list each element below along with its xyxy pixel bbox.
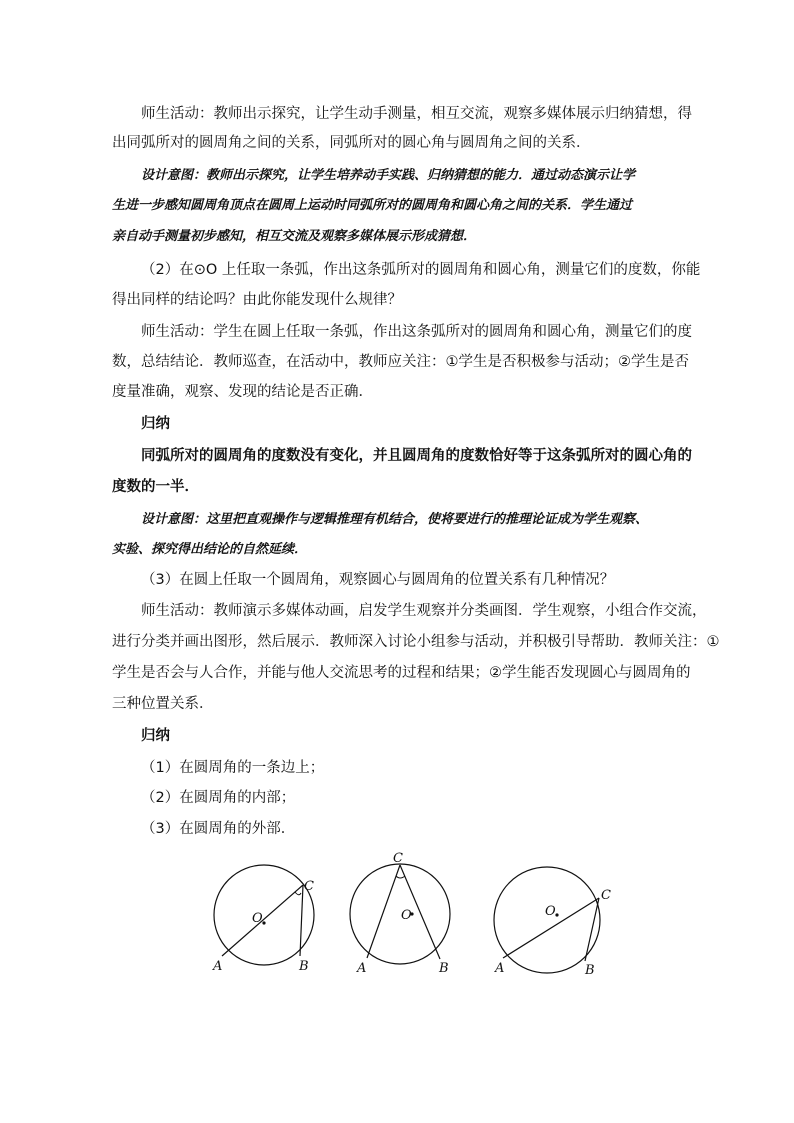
paragraph-line: 出同弧所对的圆周角之间的关系，同弧所对的圆心角与圆周角之间的关系． [112, 135, 591, 151]
paragraph-line: 师生活动：教师出示探究，让学生动手测量，相互交流，观察多媒体展示归纳猜想，得 [141, 106, 692, 122]
chord-cb [300, 885, 303, 956]
label-a: A [213, 959, 223, 974]
section-heading: 归纳 [141, 416, 170, 432]
paragraph-line: 度量准确，观察、发现的结论是否正确． [112, 384, 373, 400]
section-heading: 归纳 [141, 728, 170, 744]
list-item: （3）在圆周角的外部． [141, 821, 296, 837]
label-o: O [401, 908, 412, 923]
figures-svg [200, 852, 640, 982]
label-b: B [299, 959, 309, 974]
circle [494, 867, 600, 973]
label-c: C [393, 852, 403, 866]
chord-ca [367, 865, 400, 958]
center-point [555, 913, 558, 916]
list-item: （1）在圆周角的一条边上； [141, 760, 325, 776]
paragraph-line: （2）在⊙O 上任取一条弧，作出这条弧所对的圆周角和圆心角，测量它们的度数，你能 [141, 262, 701, 278]
angle-arc [295, 892, 301, 895]
paragraph-line: 进行分类并画出图形，然后展示．教师深入讨论小组参与活动，并积极引导帮助．教师关注：① [112, 634, 720, 650]
paragraph-line: 数，总结结论．教师巡查，在活动中，教师应关注：①学生是否积极参与活动；②学生是否 [112, 354, 689, 370]
list-item: （2）在圆周角的内部； [141, 790, 296, 806]
design-intent-line: 实验、探究得出结论的自然延续． [112, 542, 308, 557]
paragraph-line: 三种位置关系． [112, 696, 214, 712]
design-intent-line: 生进一步感知圆周角顶点在圆周上运动时同弧所对的圆周角和圆心角之间的关系．学生通过 [112, 198, 633, 213]
label-a: A [495, 961, 505, 976]
paragraph-line: 学生是否会与人合作，并能与他人交流思考的过程和结果；②学生能否发现圆心与圆周角的 [112, 665, 691, 681]
figure-center-on-side [212, 865, 314, 974]
conclusion-line: 同弧所对的圆周角的度数没有变化，并且圆周角的度数恰好等于这条弧所对的圆心角的 [141, 448, 692, 464]
figure-center-outside [494, 867, 611, 978]
label-c: C [601, 888, 611, 903]
design-intent-line: 亲自动手测量初步感知，相互交流及观察多媒体展示形成猜想． [112, 229, 477, 244]
paragraph-line: 得出同样的结论吗？由此你能发现什么规律？ [112, 292, 402, 308]
chord-cb [585, 898, 599, 961]
design-intent-line: 设计意图：教师出示探究，让学生培养动手实践、归纳猜想的能力．通过动态演示让学 [141, 168, 636, 183]
design-intent-line: 设计意图：这里把直观操作与逻辑推理有机结合，使将要进行的推理论证成为学生观察、 [141, 512, 649, 527]
paragraph-line: （3）在圆上任取一个圆周角，观察圆心与圆周角的位置关系有几种情况？ [141, 572, 615, 588]
label-b: B [439, 961, 449, 976]
paragraph-line: 师生活动：学生在圆上任取一条弧，作出这条弧所对的圆周角和圆心角，测量它们的度 [141, 324, 692, 340]
label-o: O [252, 911, 263, 926]
label-o: O [545, 904, 556, 919]
paragraph-line: 师生活动：教师演示多媒体动画，启发学生观察并分类画图．学生观察，小组合作交流， [141, 603, 707, 619]
angle-arc [396, 876, 405, 878]
label-c: C [304, 879, 314, 894]
figure-center-inside [350, 852, 450, 976]
circle [350, 864, 450, 964]
label-b: B [585, 963, 595, 978]
circle-figures [200, 852, 640, 982]
conclusion-line: 度数的一半． [112, 479, 199, 495]
center-point [262, 921, 265, 924]
label-a: A [357, 961, 367, 976]
